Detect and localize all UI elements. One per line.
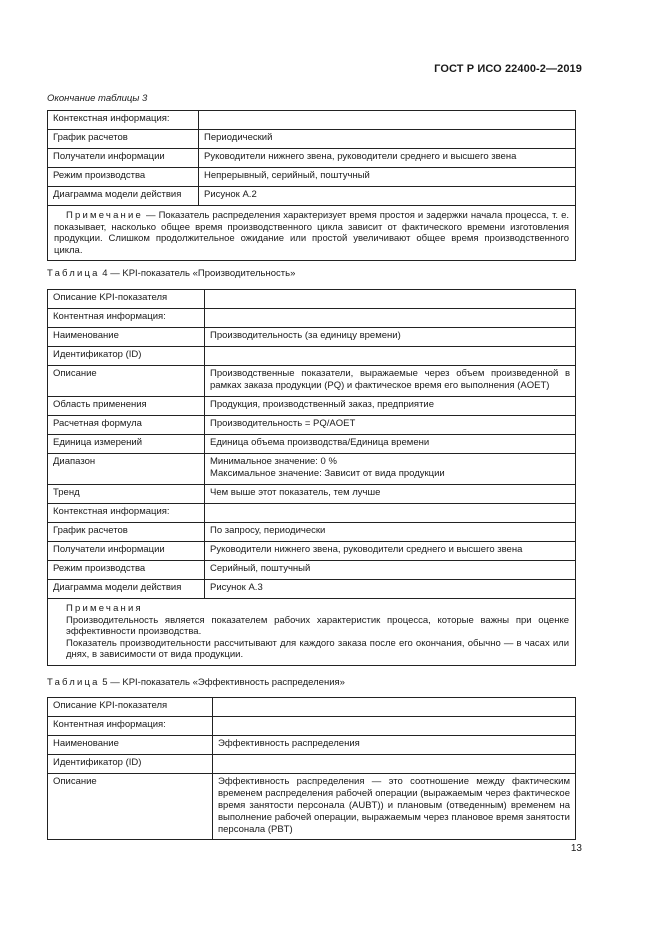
row-value: По запросу, периодически (205, 523, 576, 542)
table-row (48, 416, 576, 435)
row-value (199, 111, 576, 130)
row-label: Контентная информация: (48, 717, 213, 736)
notes-label: Примечания (66, 603, 143, 614)
range-min: Минимальное значение: 0 % (210, 456, 337, 467)
caption-label: Таблица (47, 268, 100, 279)
table-row (48, 328, 576, 347)
table-row (48, 755, 576, 774)
table-row (48, 542, 576, 561)
row-value (213, 755, 576, 774)
row-value: Периодический (199, 130, 576, 149)
row-value: Руководители нижнего звена, руководители среднего и высшего звена (199, 149, 576, 168)
table-row (48, 290, 576, 309)
row-value: Непрерывный, серийный, поштучный (199, 168, 576, 187)
table4 (47, 289, 576, 666)
row-value: Эффективность распределения (213, 736, 576, 755)
note-label: Примечание (66, 210, 143, 221)
row-label: Тренд (48, 485, 205, 504)
table3-end (47, 110, 576, 261)
table-note-row (48, 599, 576, 666)
row-value: Производительность = PQ/AOET (205, 416, 576, 435)
table-row (48, 130, 576, 149)
table-row (48, 698, 576, 717)
row-value: Продукция, производственный заказ, предприятие (205, 397, 576, 416)
table-row (48, 309, 576, 328)
table-row (48, 168, 576, 187)
row-label: Режим производства (48, 168, 199, 187)
note-1: Производительность является показателем рабочих характеристик процесса, которые важны при оценке эффективности производства. (66, 614, 569, 637)
table-row (48, 149, 576, 168)
row-label: График расчетов (48, 130, 199, 149)
row-label: Описание KPI-показателя (48, 698, 213, 717)
table-row (48, 580, 576, 599)
row-value (205, 290, 576, 309)
row-label: Расчетная формула (48, 416, 205, 435)
row-label: Диаграмма модели действия (48, 580, 205, 599)
table-row (48, 397, 576, 416)
table-row (48, 774, 576, 840)
table5 (47, 697, 576, 840)
row-label: Описание KPI-показателя (48, 290, 205, 309)
table-row (48, 366, 576, 397)
row-value: Чем выше этот показатель, тем лучше (205, 485, 576, 504)
note-text: — Показатель распределения характеризует время простоя и задержки начала процесса, т. е. показывает, насколько общее время производственного цикла зависит от фактического времени изготовления продукции. Слишком продолжительное ожидание или простой увеличивают общее время производственного цикла. (54, 210, 569, 256)
row-label: Описание (48, 366, 205, 397)
row-value (213, 717, 576, 736)
row-value: Руководители нижнего звена, руководители среднего и высшего звена (205, 542, 576, 561)
row-label: Режим производства (48, 561, 205, 580)
table-note-row (48, 206, 576, 261)
document-code: ГОСТ Р ИСО 22400-2—2019 (434, 63, 582, 75)
row-value (213, 698, 576, 717)
row-value (205, 309, 576, 328)
table5-caption (47, 677, 345, 688)
row-label: Получатели информации (48, 149, 199, 168)
table-row (48, 736, 576, 755)
table-note (48, 206, 576, 261)
row-value: Рисунок А.3 (205, 580, 576, 599)
caption-text: 5 — KPI-показатель «Эффективность распределения» (99, 677, 345, 688)
row-label: Получатели информации (48, 542, 205, 561)
row-value: Рисунок А.2 (199, 187, 576, 206)
row-value: Производительность (за единицу времени) (205, 328, 576, 347)
caption-label: Таблица (47, 677, 100, 688)
row-label: Наименование (48, 736, 213, 755)
table-row (48, 485, 576, 504)
row-label: Идентификатор (ID) (48, 347, 205, 366)
table-row (48, 435, 576, 454)
table-row (48, 717, 576, 736)
row-label: Контекстная информация: (48, 111, 199, 130)
row-label: Диаграмма модели действия (48, 187, 199, 206)
row-value (205, 454, 576, 485)
row-label: Идентификатор (ID) (48, 755, 213, 774)
table-row (48, 561, 576, 580)
table-row (48, 111, 576, 130)
page-number: 13 (570, 843, 582, 854)
range-max: Максимальное значение: Зависит от вида продукции (210, 468, 445, 479)
table-row (48, 523, 576, 542)
row-value (205, 347, 576, 366)
table4-caption (47, 268, 295, 279)
table-row (48, 504, 576, 523)
row-label: Описание (48, 774, 213, 840)
table-row (48, 187, 576, 206)
note-2: Показатель производительности рассчитывают для каждого заказа после его окончания, обычно — в часах или днях, в зависимости от вида продукции. (66, 637, 569, 660)
caption-text: 4 — KPI-показатель «Производительность» (99, 268, 296, 279)
row-label: Область применения (48, 397, 205, 416)
row-label: Контентная информация: (48, 309, 205, 328)
row-label: Единица измерений (48, 435, 205, 454)
row-value: Единица объема производства/Единица времени (205, 435, 576, 454)
row-value (205, 504, 576, 523)
table-row (48, 347, 576, 366)
table-notes (48, 599, 576, 666)
row-label: График расчетов (48, 523, 205, 542)
table3-caption: Окончание таблицы 3 (47, 93, 148, 104)
row-value: Серийный, поштучный (205, 561, 576, 580)
row-label: Диапазон (48, 454, 205, 485)
row-label: Наименование (48, 328, 205, 347)
row-value: Производственные показатели, выражаемые через объем произведенной в рамках заказа продукции (PQ) и фактическое время его выполнения (AOET) (205, 366, 576, 397)
row-label: Контекстная информация: (48, 504, 205, 523)
table-row (48, 454, 576, 485)
row-value: Эффективность распределения — это соотношение между фактическим временем распределения рабочей операции (выражаемым через фактическое время занятости персонала (AUBT)) и плановым (отведенным) временем на выполнение рабочей операции, выражаемым через плановое время занятости персонала (PBT) (213, 774, 576, 840)
